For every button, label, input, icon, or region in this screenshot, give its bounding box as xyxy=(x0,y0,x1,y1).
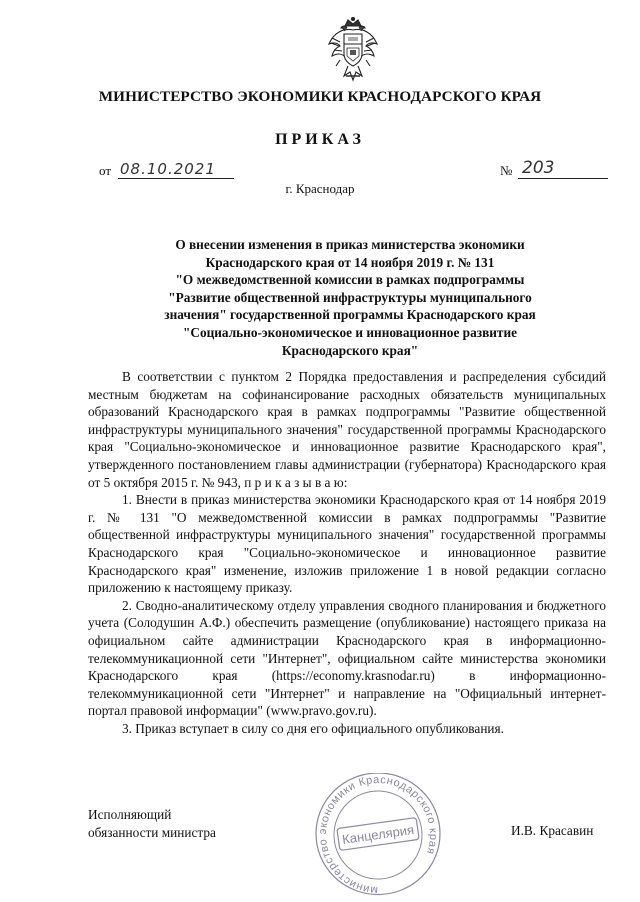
document-type-title: ПРИКАЗ xyxy=(275,131,365,148)
subject-line: Краснодарского края от 14 ноября 2019 г. № 131 xyxy=(205,254,495,270)
preamble-paragraph: В соответствии с пунктом 2 Порядка предоставления и распределения субсидий местным бюджетам на софинансирование расходных обязательств муниципальных образований Краснодарского края в рамках подпрограммы "Развитие общественной инфраструктуры муниципального значения" государственной программы Краснодарского края "Социально-экономическое и инновационное развитие Краснодарского края", утвержденного постановлением главы администрации (губернатора) Краснодарского края от 5 октября 2015 г. № 943, п р и к а з ы в а ю: xyxy=(88,369,606,490)
subject-line: О внесении изменения в приказ министерства экономики xyxy=(175,237,525,252)
date-underline xyxy=(118,178,234,179)
signer-position-line: обязанности министра xyxy=(88,824,216,840)
city: г. Краснодар xyxy=(285,181,355,196)
order-subject xyxy=(100,236,600,359)
ministry-name: МИНИСТЕРСТВО ЭКОНОМИКИ КРАСНОДАРСКОГО КРАЯ xyxy=(98,88,542,105)
date-prefix: от xyxy=(99,163,112,178)
stamp-ring-text: министерство экономики Краснодарского края xyxy=(316,773,440,897)
subject-line: "Социально-экономическое и инновационное развитие xyxy=(182,324,518,340)
clause-3-paragraph: 3. Приказ вступает в силу со дня его официального опубликования. xyxy=(122,720,504,736)
stamp-center-text: Канцелярия xyxy=(341,822,415,847)
number-prefix: № xyxy=(500,163,513,178)
clause-2-paragraph: 2. Сводно-аналитическому отделу управления сводного планирования и бюджетного учета (Солодушин А.Ф.) обеспечить размещение (опубликование) настоящего приказа на официальном сайте администрации Краснодарского края в информационно-телекоммуникационной сети "Интернет", официальном сайте министерства экономики Краснодарского края (https://economy.krasnodar.ru) в информационно-телекоммуникационной сети "Интернет" и направление на "Официальный интернет-портал правовой информации" (www.pravo.gov.ru). xyxy=(88,597,606,719)
signer-position xyxy=(88,806,216,841)
coat-of-arms-icon xyxy=(326,16,380,84)
clause-1-paragraph: 1. Внести в приказ министерства экономики Краснодарского края от 14 ноября 2019 г. № 131 "О межведомственной комиссии в рамках подпрограммы "Развитие общественной инфраструктуры муниципального значения" государственной программы Краснодарского края "Социально-экономическое и инновационное развитие Краснодарского края" изменение, изложив приложение 1 в новой редакции согласно приложению к настоящему приказу. xyxy=(88,492,606,596)
subject-line: Краснодарского края" xyxy=(281,342,419,358)
number-underline xyxy=(518,178,608,179)
subject-line: значения" государственной программы Краснодарского края xyxy=(164,307,536,323)
subject-line: "О межведомственной комиссии в рамках подпрограммы xyxy=(175,272,525,288)
order-number: 203 xyxy=(522,158,555,178)
signer-position-line: Исполняющий xyxy=(88,807,172,822)
office-stamp xyxy=(308,773,448,897)
order-date: 08.10.2021 xyxy=(120,160,216,178)
subject-line: "Развитие общественной инфраструктуры муниципального xyxy=(168,289,532,305)
signer-name: И.В. Красавин xyxy=(511,823,594,838)
order-body xyxy=(88,368,606,737)
